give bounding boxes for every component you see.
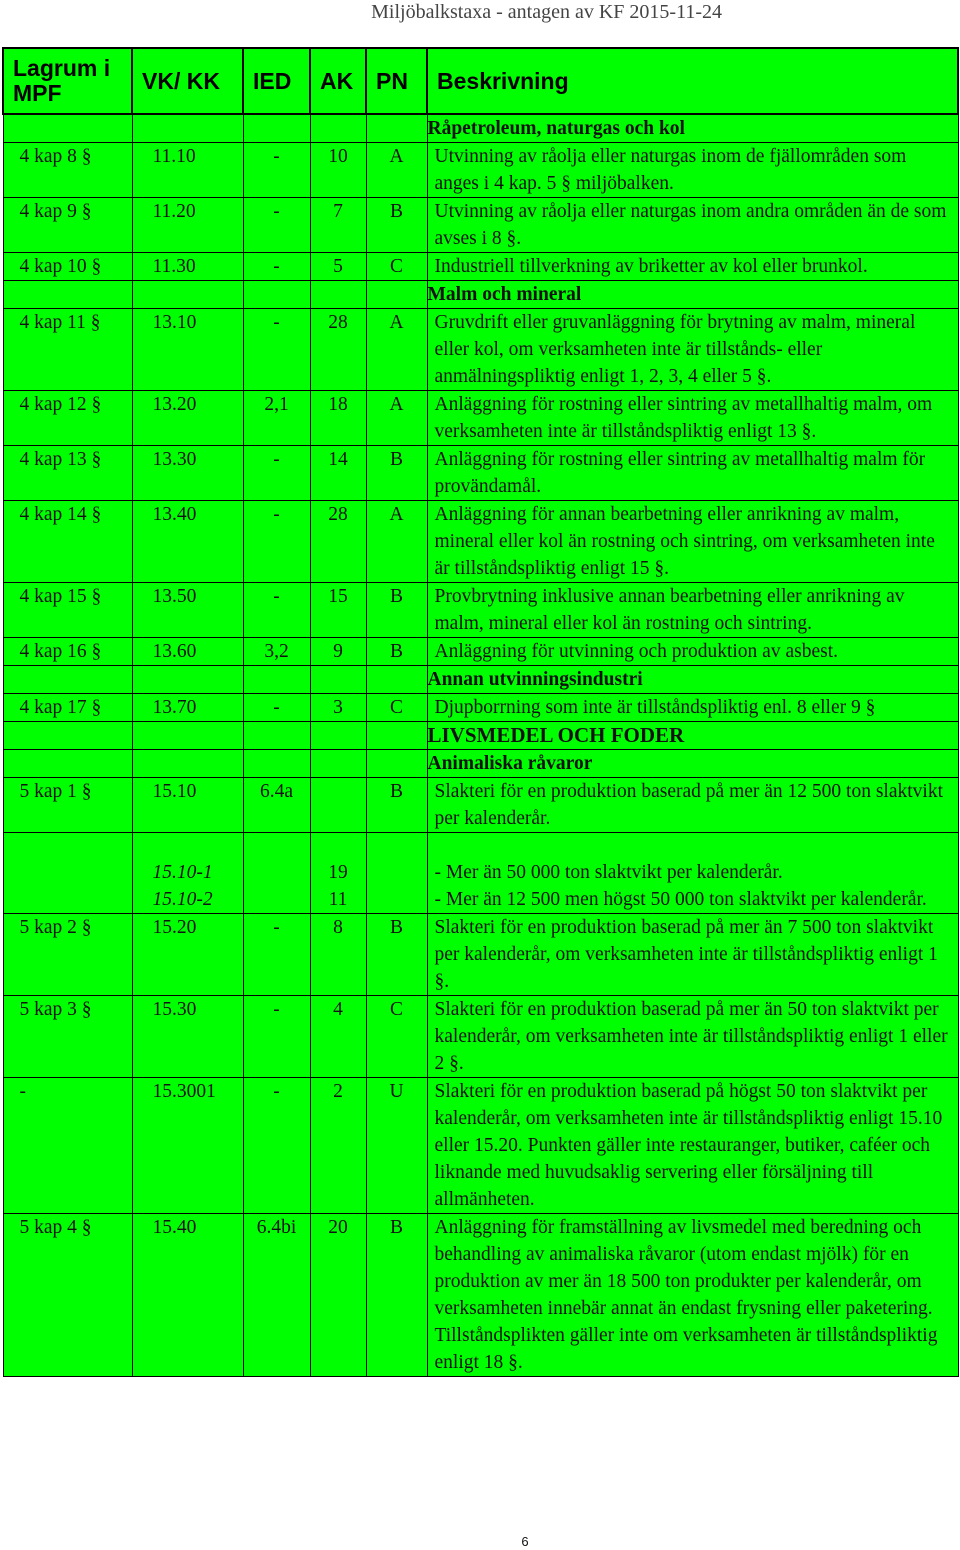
section-heading-row (3, 750, 958, 778)
cell-vk-kk: 13.20 (132, 391, 243, 446)
table-subrow (3, 833, 958, 914)
cell-lagrum: - (3, 1078, 132, 1214)
table-body (3, 114, 958, 1377)
cell-beskrivning: Anläggning för rostning eller sintring av metallhaltig malm, om verksamheten inte är tillståndspliktig enligt 13 §. (427, 391, 958, 446)
cell-vk-kk: 15.30 (132, 996, 243, 1078)
empty-cell (132, 281, 243, 309)
table-row (3, 446, 958, 501)
column-header-ied: IED (243, 48, 310, 114)
empty-cell (366, 666, 427, 694)
cell-beskrivning: Anläggning för framställning av livsmedel med beredning och behandling av animaliska råvaror (utom endast mjölk) för en produktion av mer än 18 500 ton produkter per kalenderår, om verksamheten innebär annat än endast frysning eller paketering. Tillståndsplikten gäller inte om verksamheten är tillståndspliktig enligt 18 §. (427, 1214, 958, 1377)
cell-pn: A (366, 501, 427, 583)
cell-pn: A (366, 391, 427, 446)
cell-lagrum: 4 kap 14 § (3, 501, 132, 583)
cell-ied: - (243, 143, 310, 198)
empty-cell (310, 114, 366, 143)
cell-ied: - (243, 583, 310, 638)
empty-cell (310, 281, 366, 309)
table-row (3, 778, 958, 833)
cell-ak: 28 (310, 501, 366, 583)
cell-pn: A (366, 143, 427, 198)
fee-table (2, 47, 959, 1377)
table-row (3, 694, 958, 722)
cell-vk-kk: 15.20 (132, 914, 243, 996)
column-header-ak: AK (310, 48, 366, 114)
cell-ied: - (243, 996, 310, 1078)
cell-ied: 2,1 (243, 391, 310, 446)
cell-lagrum: 4 kap 16 § (3, 638, 132, 666)
cell-vk-kk: 15.10 (132, 778, 243, 833)
table-row (3, 309, 958, 391)
cell-beskrivning: Anläggning för annan bearbetning eller anrikning av malm, mineral eller kol än rostning och sintring, om verksamheten inte är tillståndspliktig enligt 15 §. (427, 501, 958, 583)
cell-ak: 20 (310, 1214, 366, 1377)
empty-cell (132, 114, 243, 143)
cell-ied: 6.4a (243, 778, 310, 833)
table-row (3, 1078, 958, 1214)
section-heading: LIVSMEDEL OCH FODER (427, 722, 958, 750)
column-header-pn: PN (366, 48, 427, 114)
empty-cell (3, 666, 132, 694)
cell-pn: B (366, 583, 427, 638)
cell-ied: - (243, 446, 310, 501)
empty-cell (3, 114, 132, 143)
cell-lagrum: 5 kap 2 § (3, 914, 132, 996)
cell-pn: C (366, 694, 427, 722)
section-heading: Animaliska råvaror (427, 750, 958, 778)
cell-beskrivning: Utvinning av råolja eller naturgas inom andra områden än de som avses i 8 §. (427, 198, 958, 253)
section-heading: Råpetroleum, naturgas och kol (427, 114, 958, 143)
cell-beskrivning: Slakteri för en produktion baserad på mer än 50 ton slaktvikt per kalenderår, om verksamheten inte är tillståndspliktig enligt 1 eller 2 §. (427, 996, 958, 1078)
cell-vk-kk: 11.20 (132, 198, 243, 253)
cell-ied: 3,2 (243, 638, 310, 666)
table-header-row (3, 48, 958, 114)
cell-ied: - (243, 1078, 310, 1214)
table-row (3, 914, 958, 996)
cell-ak: 7 (310, 198, 366, 253)
column-header-vk: VK/ KK (132, 48, 243, 114)
table-row (3, 638, 958, 666)
table-row (3, 143, 958, 198)
table-row (3, 996, 958, 1078)
cell-pn: C (366, 996, 427, 1078)
cell-lagrum: 4 kap 13 § (3, 446, 132, 501)
cell-ak: 10 (310, 143, 366, 198)
empty-cell (366, 750, 427, 778)
cell-ak (310, 778, 366, 833)
cell-beskrivning: Gruvdrift eller gruvanläggning för brytning av malm, mineral eller kol, om verksamheten inte är tillstånds- eller anmälningspliktig enligt 1, 2, 3, 4 eller 5 §. (427, 309, 958, 391)
empty-cell (243, 666, 310, 694)
section-heading-row (3, 722, 958, 750)
cell-pn: B (366, 638, 427, 666)
cell-ak: 19 11 (310, 833, 366, 914)
empty-cell (3, 281, 132, 309)
cell-ak: 3 (310, 694, 366, 722)
cell-beskrivning: Provbrytning inklusive annan bearbetning eller anrikning av malm, mineral eller kol än rostning och sintring. (427, 583, 958, 638)
table-row (3, 501, 958, 583)
table-row (3, 253, 958, 281)
empty-cell (366, 114, 427, 143)
table-row (3, 391, 958, 446)
cell-ied (243, 833, 310, 914)
cell-lagrum: 4 kap 15 § (3, 583, 132, 638)
cell-pn: B (366, 778, 427, 833)
table-row (3, 1214, 958, 1377)
cell-ak: 4 (310, 996, 366, 1078)
cell-lagrum: 5 kap 4 § (3, 1214, 132, 1377)
empty-cell (310, 722, 366, 750)
cell-vk-kk: 15.3001 (132, 1078, 243, 1214)
cell-beskrivning: Anläggning för utvinning och produktion av asbest. (427, 638, 958, 666)
cell-vk-kk: 13.40 (132, 501, 243, 583)
cell-beskrivning: Slakteri för en produktion baserad på mer än 7 500 ton slaktvikt per kalenderår, om verksamheten inte är tillståndspliktig enligt 1 §. (427, 914, 958, 996)
cell-pn: C (366, 253, 427, 281)
cell-vk-kk: 13.50 (132, 583, 243, 638)
cell-pn: B (366, 914, 427, 996)
cell-vk-kk: 13.10 (132, 309, 243, 391)
cell-pn (366, 833, 427, 914)
section-heading: Malm och mineral (427, 281, 958, 309)
cell-lagrum: 5 kap 1 § (3, 778, 132, 833)
cell-lagrum: 4 kap 12 § (3, 391, 132, 446)
cell-pn: U (366, 1078, 427, 1214)
cell-vk-kk: 15.10-1 15.10-2 (132, 833, 243, 914)
cell-lagrum (3, 833, 132, 914)
cell-ied: - (243, 198, 310, 253)
cell-ak: 2 (310, 1078, 366, 1214)
empty-cell (366, 722, 427, 750)
cell-vk-kk: 13.30 (132, 446, 243, 501)
empty-cell (3, 722, 132, 750)
table-row (3, 583, 958, 638)
cell-beskrivning: Utvinning av råolja eller naturgas inom de fjällområden som anges i 4 kap. 5 § miljöbalken. (427, 143, 958, 198)
empty-cell (243, 281, 310, 309)
page-number: 6 (521, 1534, 529, 1549)
column-header-beskrivning: Beskrivning (427, 48, 958, 114)
cell-beskrivning: Djupborrning som inte är tillståndspliktig enl. 8 eller 9 § (427, 694, 958, 722)
cell-ied: - (243, 501, 310, 583)
cell-pn: B (366, 1214, 427, 1377)
empty-cell (310, 666, 366, 694)
cell-ak: 14 (310, 446, 366, 501)
cell-pn: A (366, 309, 427, 391)
cell-lagrum: 5 kap 3 § (3, 996, 132, 1078)
cell-lagrum: 4 kap 8 § (3, 143, 132, 198)
cell-lagrum: 4 kap 9 § (3, 198, 132, 253)
empty-cell (3, 750, 132, 778)
empty-cell (132, 722, 243, 750)
section-heading-row (3, 114, 958, 143)
cell-ied: - (243, 914, 310, 996)
cell-ak: 28 (310, 309, 366, 391)
cell-ak: 5 (310, 253, 366, 281)
cell-ak: 15 (310, 583, 366, 638)
running-header: Miljöbalkstaxa - antagen av KF 2015-11-24 (371, 1, 722, 23)
cell-vk-kk: 15.40 (132, 1214, 243, 1377)
column-header-lagrum: Lagrum i MPF (3, 48, 132, 114)
section-heading-row (3, 666, 958, 694)
cell-beskrivning: Slakteri för en produktion baserad på mer än 12 500 ton slaktvikt per kalenderår. (427, 778, 958, 833)
empty-cell (243, 722, 310, 750)
cell-beskrivning: Industriell tillverkning av briketter av kol eller brunkol. (427, 253, 958, 281)
section-heading: Annan utvinningsindustri (427, 666, 958, 694)
cell-ied: - (243, 694, 310, 722)
cell-vk-kk: 11.10 (132, 143, 243, 198)
cell-ak: 18 (310, 391, 366, 446)
cell-pn: B (366, 198, 427, 253)
cell-lagrum: 4 kap 11 § (3, 309, 132, 391)
cell-lagrum: 4 kap 10 § (3, 253, 132, 281)
section-heading-row (3, 281, 958, 309)
empty-cell (132, 666, 243, 694)
cell-lagrum: 4 kap 17 § (3, 694, 132, 722)
cell-ied: 6.4bi (243, 1214, 310, 1377)
cell-pn: B (366, 446, 427, 501)
cell-ied: - (243, 309, 310, 391)
table-row (3, 198, 958, 253)
empty-cell (132, 750, 243, 778)
cell-vk-kk: 13.70 (132, 694, 243, 722)
cell-vk-kk: 13.60 (132, 638, 243, 666)
empty-cell (310, 750, 366, 778)
cell-vk-kk: 11.30 (132, 253, 243, 281)
cell-beskrivning: Slakteri för en produktion baserad på högst 50 ton slaktvikt per kalenderår, om verksamheten inte är tillståndspliktig enligt 15.10 eller 15.20. Punkten gäller inte restauranger, butiker, caféer och liknande med huvudsaklig servering eller försäljning till allmänheten. (427, 1078, 958, 1214)
cell-ied: - (243, 253, 310, 281)
empty-cell (243, 750, 310, 778)
empty-cell (243, 114, 310, 143)
cell-beskrivning: - Mer än 50 000 ton slaktvikt per kalenderår. - Mer än 12 500 men högst 50 000 ton slaktvikt per kalenderår. (427, 833, 958, 914)
cell-ak: 8 (310, 914, 366, 996)
cell-ak: 9 (310, 638, 366, 666)
cell-beskrivning: Anläggning för rostning eller sintring av metallhaltig malm för provändamål. (427, 446, 958, 501)
empty-cell (366, 281, 427, 309)
